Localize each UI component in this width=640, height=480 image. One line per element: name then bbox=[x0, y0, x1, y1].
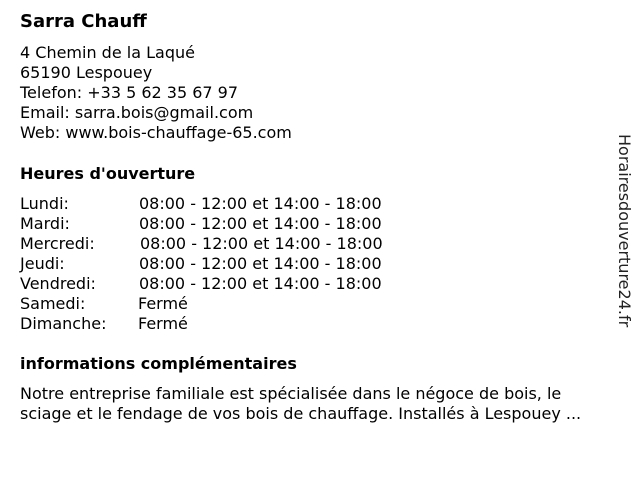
business-name: Sarra Chauff bbox=[20, 11, 147, 32]
day-label: Mercredi: bbox=[20, 234, 95, 253]
address-street: 4 Chemin de la Laqué bbox=[20, 43, 195, 62]
info-line: Notre entreprise familiale est spécialisée dans le négoce de bois, le bbox=[20, 384, 562, 403]
web-line[interactable]: Web: www.bois-chauffage-65.com bbox=[20, 123, 292, 142]
day-hours: Fermé bbox=[138, 314, 188, 333]
day-label: Vendredi: bbox=[20, 274, 96, 293]
day-hours: Fermé bbox=[138, 294, 188, 313]
day-hours: 08:00 - 12:00 et 14:00 - 18:00 bbox=[139, 274, 382, 293]
day-hours: 08:00 - 12:00 et 14:00 - 18:00 bbox=[139, 194, 382, 213]
site-watermark: Horairesdouverture24.fr bbox=[615, 134, 634, 328]
day-label: Jeudi: bbox=[20, 254, 65, 273]
day-label: Mardi: bbox=[20, 214, 70, 233]
day-label: Dimanche: bbox=[20, 314, 107, 333]
day-label: Samedi: bbox=[20, 294, 86, 313]
day-hours: 08:00 - 12:00 et 14:00 - 18:00 bbox=[139, 214, 382, 233]
info-description bbox=[20, 384, 632, 424]
email-line[interactable]: Email: sarra.bois@gmail.com bbox=[20, 103, 254, 122]
day-hours: 08:00 - 12:00 et 14:00 - 18:00 bbox=[139, 254, 382, 273]
hours-heading: Heures d'ouverture bbox=[20, 164, 196, 183]
phone-line[interactable]: Telefon: +33 5 62 35 67 97 bbox=[20, 83, 239, 102]
address-city: 65190 Lespouey bbox=[20, 63, 153, 82]
day-hours: 08:00 - 12:00 et 14:00 - 18:00 bbox=[140, 234, 383, 253]
info-heading: informations complémentaires bbox=[20, 354, 297, 373]
info-line: sciage et le fendage de vos bois de chauffage. Installés à Lespouey ... bbox=[20, 404, 582, 423]
day-label: Lundi: bbox=[20, 194, 69, 213]
contact-block bbox=[20, 43, 292, 143]
